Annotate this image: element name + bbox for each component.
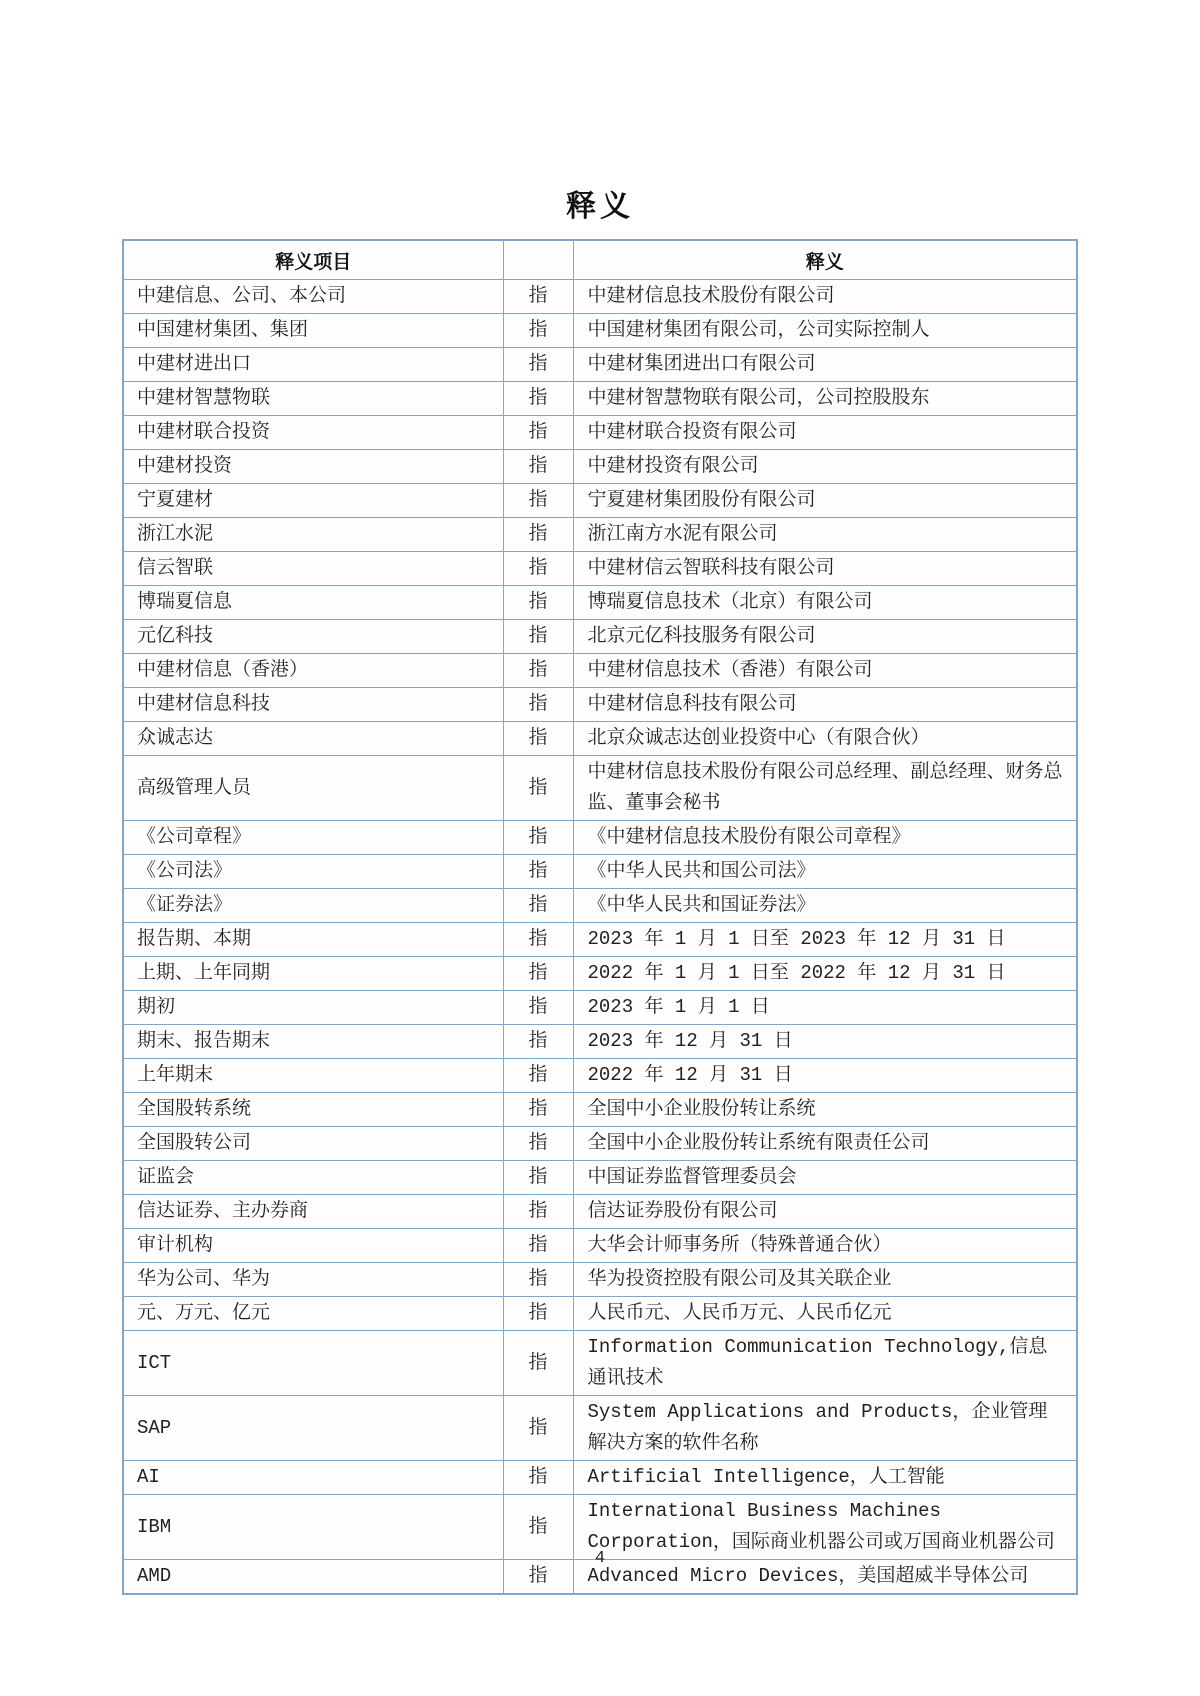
definitions-table-body — [123, 280, 1077, 1595]
ref-cell: 指 — [503, 1093, 573, 1127]
table-row — [123, 688, 1077, 722]
term-cell: AI — [123, 1461, 503, 1495]
table-row — [123, 518, 1077, 552]
term-cell: ICT — [123, 1331, 503, 1396]
table-row — [123, 348, 1077, 382]
ref-cell: 指 — [503, 450, 573, 484]
term-cell: 众诚志达 — [123, 722, 503, 756]
ref-cell: 指 — [503, 654, 573, 688]
table-row — [123, 889, 1077, 923]
definitions-table — [122, 239, 1078, 1595]
table-row — [123, 855, 1077, 889]
definition-cell: 中建材信云智联科技有限公司 — [573, 552, 1077, 586]
table-header-row — [123, 240, 1077, 280]
ref-cell: 指 — [503, 1560, 573, 1595]
table-row — [123, 821, 1077, 855]
table-row — [123, 552, 1077, 586]
ref-cell: 指 — [503, 821, 573, 855]
term-cell: IBM — [123, 1495, 503, 1560]
definition-cell: Artificial Intelligence，人工智能 — [573, 1461, 1077, 1495]
term-cell: 华为公司、华为 — [123, 1263, 503, 1297]
header-term-cell: 释义项目 — [123, 240, 503, 280]
definition-cell: 中国证券监督管理委员会 — [573, 1161, 1077, 1195]
ref-cell: 指 — [503, 518, 573, 552]
definition-cell: 中建材信息技术股份有限公司 — [573, 280, 1077, 314]
definition-cell: Information Communication Technology,信息通讯技术 — [573, 1331, 1077, 1396]
definition-cell: 信达证券股份有限公司 — [573, 1195, 1077, 1229]
table-row — [123, 957, 1077, 991]
table-row — [123, 586, 1077, 620]
ref-cell: 指 — [503, 688, 573, 722]
table-row — [123, 654, 1077, 688]
definition-cell: 2022 年 1 月 1 日至 2022 年 12 月 31 日 — [573, 957, 1077, 991]
term-cell: 中建材信息科技 — [123, 688, 503, 722]
term-cell: 中建材进出口 — [123, 348, 503, 382]
term-cell: 中建材信息（香港） — [123, 654, 503, 688]
definition-cell: 中建材信息科技有限公司 — [573, 688, 1077, 722]
table-row — [123, 450, 1077, 484]
ref-cell: 指 — [503, 756, 573, 821]
ref-cell: 指 — [503, 314, 573, 348]
table-row — [123, 416, 1077, 450]
term-cell: 中建信息、公司、本公司 — [123, 280, 503, 314]
table-row — [123, 1461, 1077, 1495]
definition-cell: 中建材联合投资有限公司 — [573, 416, 1077, 450]
term-cell: 审计机构 — [123, 1229, 503, 1263]
definition-cell: 华为投资控股有限公司及其关联企业 — [573, 1263, 1077, 1297]
term-cell: 期初 — [123, 991, 503, 1025]
term-cell: 中国建材集团、集团 — [123, 314, 503, 348]
definition-cell: 中建材信息技术股份有限公司总经理、副总经理、财务总监、董事会秘书 — [573, 756, 1077, 821]
term-cell: 浙江水泥 — [123, 518, 503, 552]
term-cell: 中建材联合投资 — [123, 416, 503, 450]
term-cell: 上期、上年同期 — [123, 957, 503, 991]
ref-cell: 指 — [503, 1161, 573, 1195]
definition-cell: 2023 年 12 月 31 日 — [573, 1025, 1077, 1059]
term-cell: 宁夏建材 — [123, 484, 503, 518]
term-cell: SAP — [123, 1396, 503, 1461]
ref-cell: 指 — [503, 1331, 573, 1396]
definition-cell: 北京元亿科技服务有限公司 — [573, 620, 1077, 654]
term-cell: 信达证券、主办券商 — [123, 1195, 503, 1229]
ref-cell: 指 — [503, 1461, 573, 1495]
ref-cell: 指 — [503, 1059, 573, 1093]
table-row — [123, 991, 1077, 1025]
ref-cell: 指 — [503, 1025, 573, 1059]
ref-cell: 指 — [503, 957, 573, 991]
definition-cell: System Applications and Products，企业管理解决方案的软件名称 — [573, 1396, 1077, 1461]
ref-cell: 指 — [503, 991, 573, 1025]
term-cell: 元亿科技 — [123, 620, 503, 654]
definition-cell: 中国建材集团有限公司，公司实际控制人 — [573, 314, 1077, 348]
table-row — [123, 756, 1077, 821]
table-row — [123, 1093, 1077, 1127]
ref-cell: 指 — [503, 484, 573, 518]
term-cell: 期末、报告期末 — [123, 1025, 503, 1059]
ref-cell: 指 — [503, 1127, 573, 1161]
ref-cell: 指 — [503, 889, 573, 923]
table-row — [123, 1161, 1077, 1195]
definition-cell: 宁夏建材集团股份有限公司 — [573, 484, 1077, 518]
term-cell: AMD — [123, 1560, 503, 1595]
term-cell: 《公司章程》 — [123, 821, 503, 855]
term-cell: 中建材投资 — [123, 450, 503, 484]
table-row — [123, 620, 1077, 654]
definition-cell: 大华会计师事务所（特殊普通合伙） — [573, 1229, 1077, 1263]
term-cell: 证监会 — [123, 1161, 503, 1195]
ref-cell: 指 — [503, 416, 573, 450]
definition-cell: 《中华人民共和国公司法》 — [573, 855, 1077, 889]
table-row — [123, 1025, 1077, 1059]
term-cell: 《证券法》 — [123, 889, 503, 923]
term-cell: 上年期末 — [123, 1059, 503, 1093]
definition-cell: 2022 年 12 月 31 日 — [573, 1059, 1077, 1093]
ref-cell: 指 — [503, 552, 573, 586]
ref-cell: 指 — [503, 1263, 573, 1297]
ref-cell: 指 — [503, 1396, 573, 1461]
ref-cell: 指 — [503, 348, 573, 382]
ref-cell: 指 — [503, 620, 573, 654]
ref-cell: 指 — [503, 1495, 573, 1560]
table-row — [123, 382, 1077, 416]
definition-cell: 《中华人民共和国证券法》 — [573, 889, 1077, 923]
table-row — [123, 280, 1077, 314]
table-row — [123, 1263, 1077, 1297]
table-row — [123, 1127, 1077, 1161]
definition-cell: 人民币元、人民币万元、人民币亿元 — [573, 1297, 1077, 1331]
ref-cell: 指 — [503, 722, 573, 756]
definition-cell: 浙江南方水泥有限公司 — [573, 518, 1077, 552]
table-row — [123, 722, 1077, 756]
term-cell: 全国股转公司 — [123, 1127, 503, 1161]
page-title: 释义 — [566, 190, 634, 223]
definition-cell: 全国中小企业股份转让系统 — [573, 1093, 1077, 1127]
table-row — [123, 314, 1077, 348]
definition-cell: International Business Machines Corporation，国际商业机器公司或万国商业机器公司 — [573, 1495, 1077, 1560]
term-cell: 信云智联 — [123, 552, 503, 586]
ref-cell: 指 — [503, 855, 573, 889]
definition-cell: 中建材智慧物联有限公司，公司控股股东 — [573, 382, 1077, 416]
term-cell: 高级管理人员 — [123, 756, 503, 821]
ref-cell: 指 — [503, 1229, 573, 1263]
term-cell: 元、万元、亿元 — [123, 1297, 503, 1331]
term-cell: 博瑞夏信息 — [123, 586, 503, 620]
ref-cell: 指 — [503, 1195, 573, 1229]
definition-cell: 2023 年 1 月 1 日 — [573, 991, 1077, 1025]
table-row — [123, 923, 1077, 957]
definition-cell: 中建材集团进出口有限公司 — [573, 348, 1077, 382]
header-ref-cell — [503, 240, 573, 280]
ref-cell: 指 — [503, 1297, 573, 1331]
table-row — [123, 484, 1077, 518]
table-row — [123, 1297, 1077, 1331]
definition-cell: 博瑞夏信息技术（北京）有限公司 — [573, 586, 1077, 620]
header-definition-cell: 释义 — [573, 240, 1077, 280]
definition-cell: Advanced Micro Devices，美国超威半导体公司 — [573, 1560, 1077, 1595]
table-row — [123, 1229, 1077, 1263]
ref-cell: 指 — [503, 280, 573, 314]
ref-cell: 指 — [503, 382, 573, 416]
definition-cell: 全国中小企业股份转让系统有限责任公司 — [573, 1127, 1077, 1161]
table-row — [123, 1195, 1077, 1229]
definition-cell: 《中建材信息技术股份有限公司章程》 — [573, 821, 1077, 855]
ref-cell: 指 — [503, 586, 573, 620]
definition-cell: 2023 年 1 月 1 日至 2023 年 12 月 31 日 — [573, 923, 1077, 957]
table-row — [123, 1331, 1077, 1396]
page-number: 4 — [594, 1549, 606, 1568]
term-cell: 全国股转系统 — [123, 1093, 503, 1127]
ref-cell: 指 — [503, 923, 573, 957]
term-cell: 报告期、本期 — [123, 923, 503, 957]
table-row — [123, 1059, 1077, 1093]
term-cell: 中建材智慧物联 — [123, 382, 503, 416]
definition-cell: 中建材投资有限公司 — [573, 450, 1077, 484]
term-cell: 《公司法》 — [123, 855, 503, 889]
definition-cell: 北京众诚志达创业投资中心（有限合伙） — [573, 722, 1077, 756]
table-row — [123, 1396, 1077, 1461]
definition-cell: 中建材信息技术（香港）有限公司 — [573, 654, 1077, 688]
